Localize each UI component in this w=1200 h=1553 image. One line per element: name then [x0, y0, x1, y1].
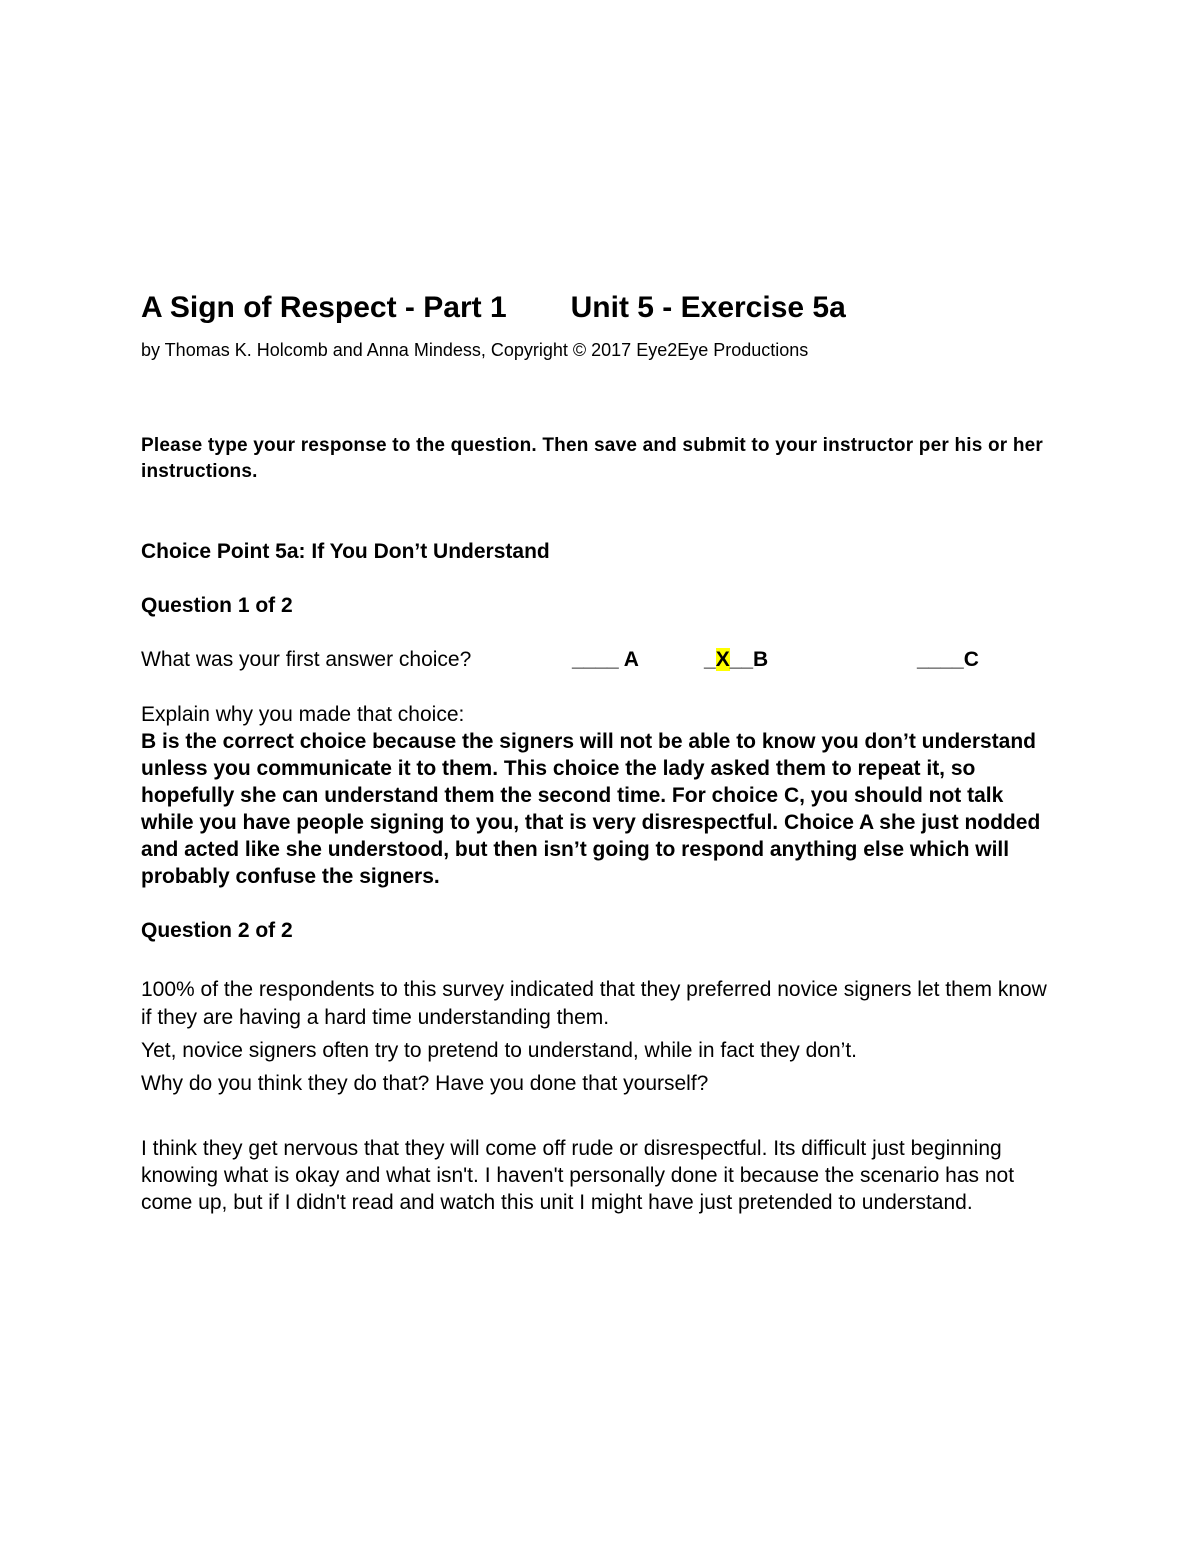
- document-page: [141, 288, 1061, 1216]
- question-2-line-2: Yet, novice signers often try to pretend to understand, while in fact they don’t.: [141, 1039, 857, 1062]
- question-1-heading: Question 1 of 2: [141, 594, 293, 617]
- option-a: ____ A: [572, 648, 639, 671]
- question-2-line-1: 100% of the respondents to this survey indicated that they preferred novice signers let them know if they are having a hard time understanding them.: [141, 978, 1047, 1029]
- title-part: A Sign of Respect - Part 1: [141, 291, 507, 324]
- explain-label: Explain why you made that choice:: [141, 703, 465, 726]
- choice-point-heading: Choice Point 5a: If You Don’t Understand: [141, 540, 550, 563]
- option-b-prefix: _: [704, 648, 716, 671]
- question-2-response: I think they get nervous that they will come off rude or disrespectful. Its difficult just beginning knowing what is okay and what isn't. I haven't personally done it because the scenario has not come up, but if I didn't read and watch this unit I might have just pretended to understand.: [141, 1137, 1015, 1214]
- title-unit: Unit 5 - Exercise 5a: [570, 291, 846, 324]
- question-2-heading: Question 2 of 2: [141, 919, 293, 942]
- instructions: Please type your response to the question. Then save and submit to your instructor per his or her instructions.: [141, 435, 1044, 482]
- question-2-line-3: Why do you think they do that? Have you done that yourself?: [141, 1072, 709, 1095]
- byline: by Thomas K. Holcomb and Anna Mindess, Copyright © 2017 Eye2Eye Productions: [141, 340, 809, 360]
- option-c: ____C: [917, 648, 979, 671]
- document-title: [141, 288, 1061, 328]
- explanation-text: B is the correct choice because the signers will not be able to know you don’t understand unless you communicate it to them. This choice the lady asked them to repeat it, so hopefully she can understand them the second time. For choice C, you should not talk while you have people signing to you, that is very disrespectful. Choice A she just nodded and acted like she understood, but then isn’t going to respond anything else which will probably confuse the signers.: [141, 730, 1041, 888]
- answer-choice-row: [141, 646, 1061, 674]
- answer-prompt: What was your first answer choice?: [141, 648, 472, 671]
- option-b: [704, 646, 768, 674]
- selected-mark: X: [715, 648, 730, 671]
- question-2-prompt: [141, 976, 1061, 1098]
- option-b-suffix: __B: [729, 648, 769, 671]
